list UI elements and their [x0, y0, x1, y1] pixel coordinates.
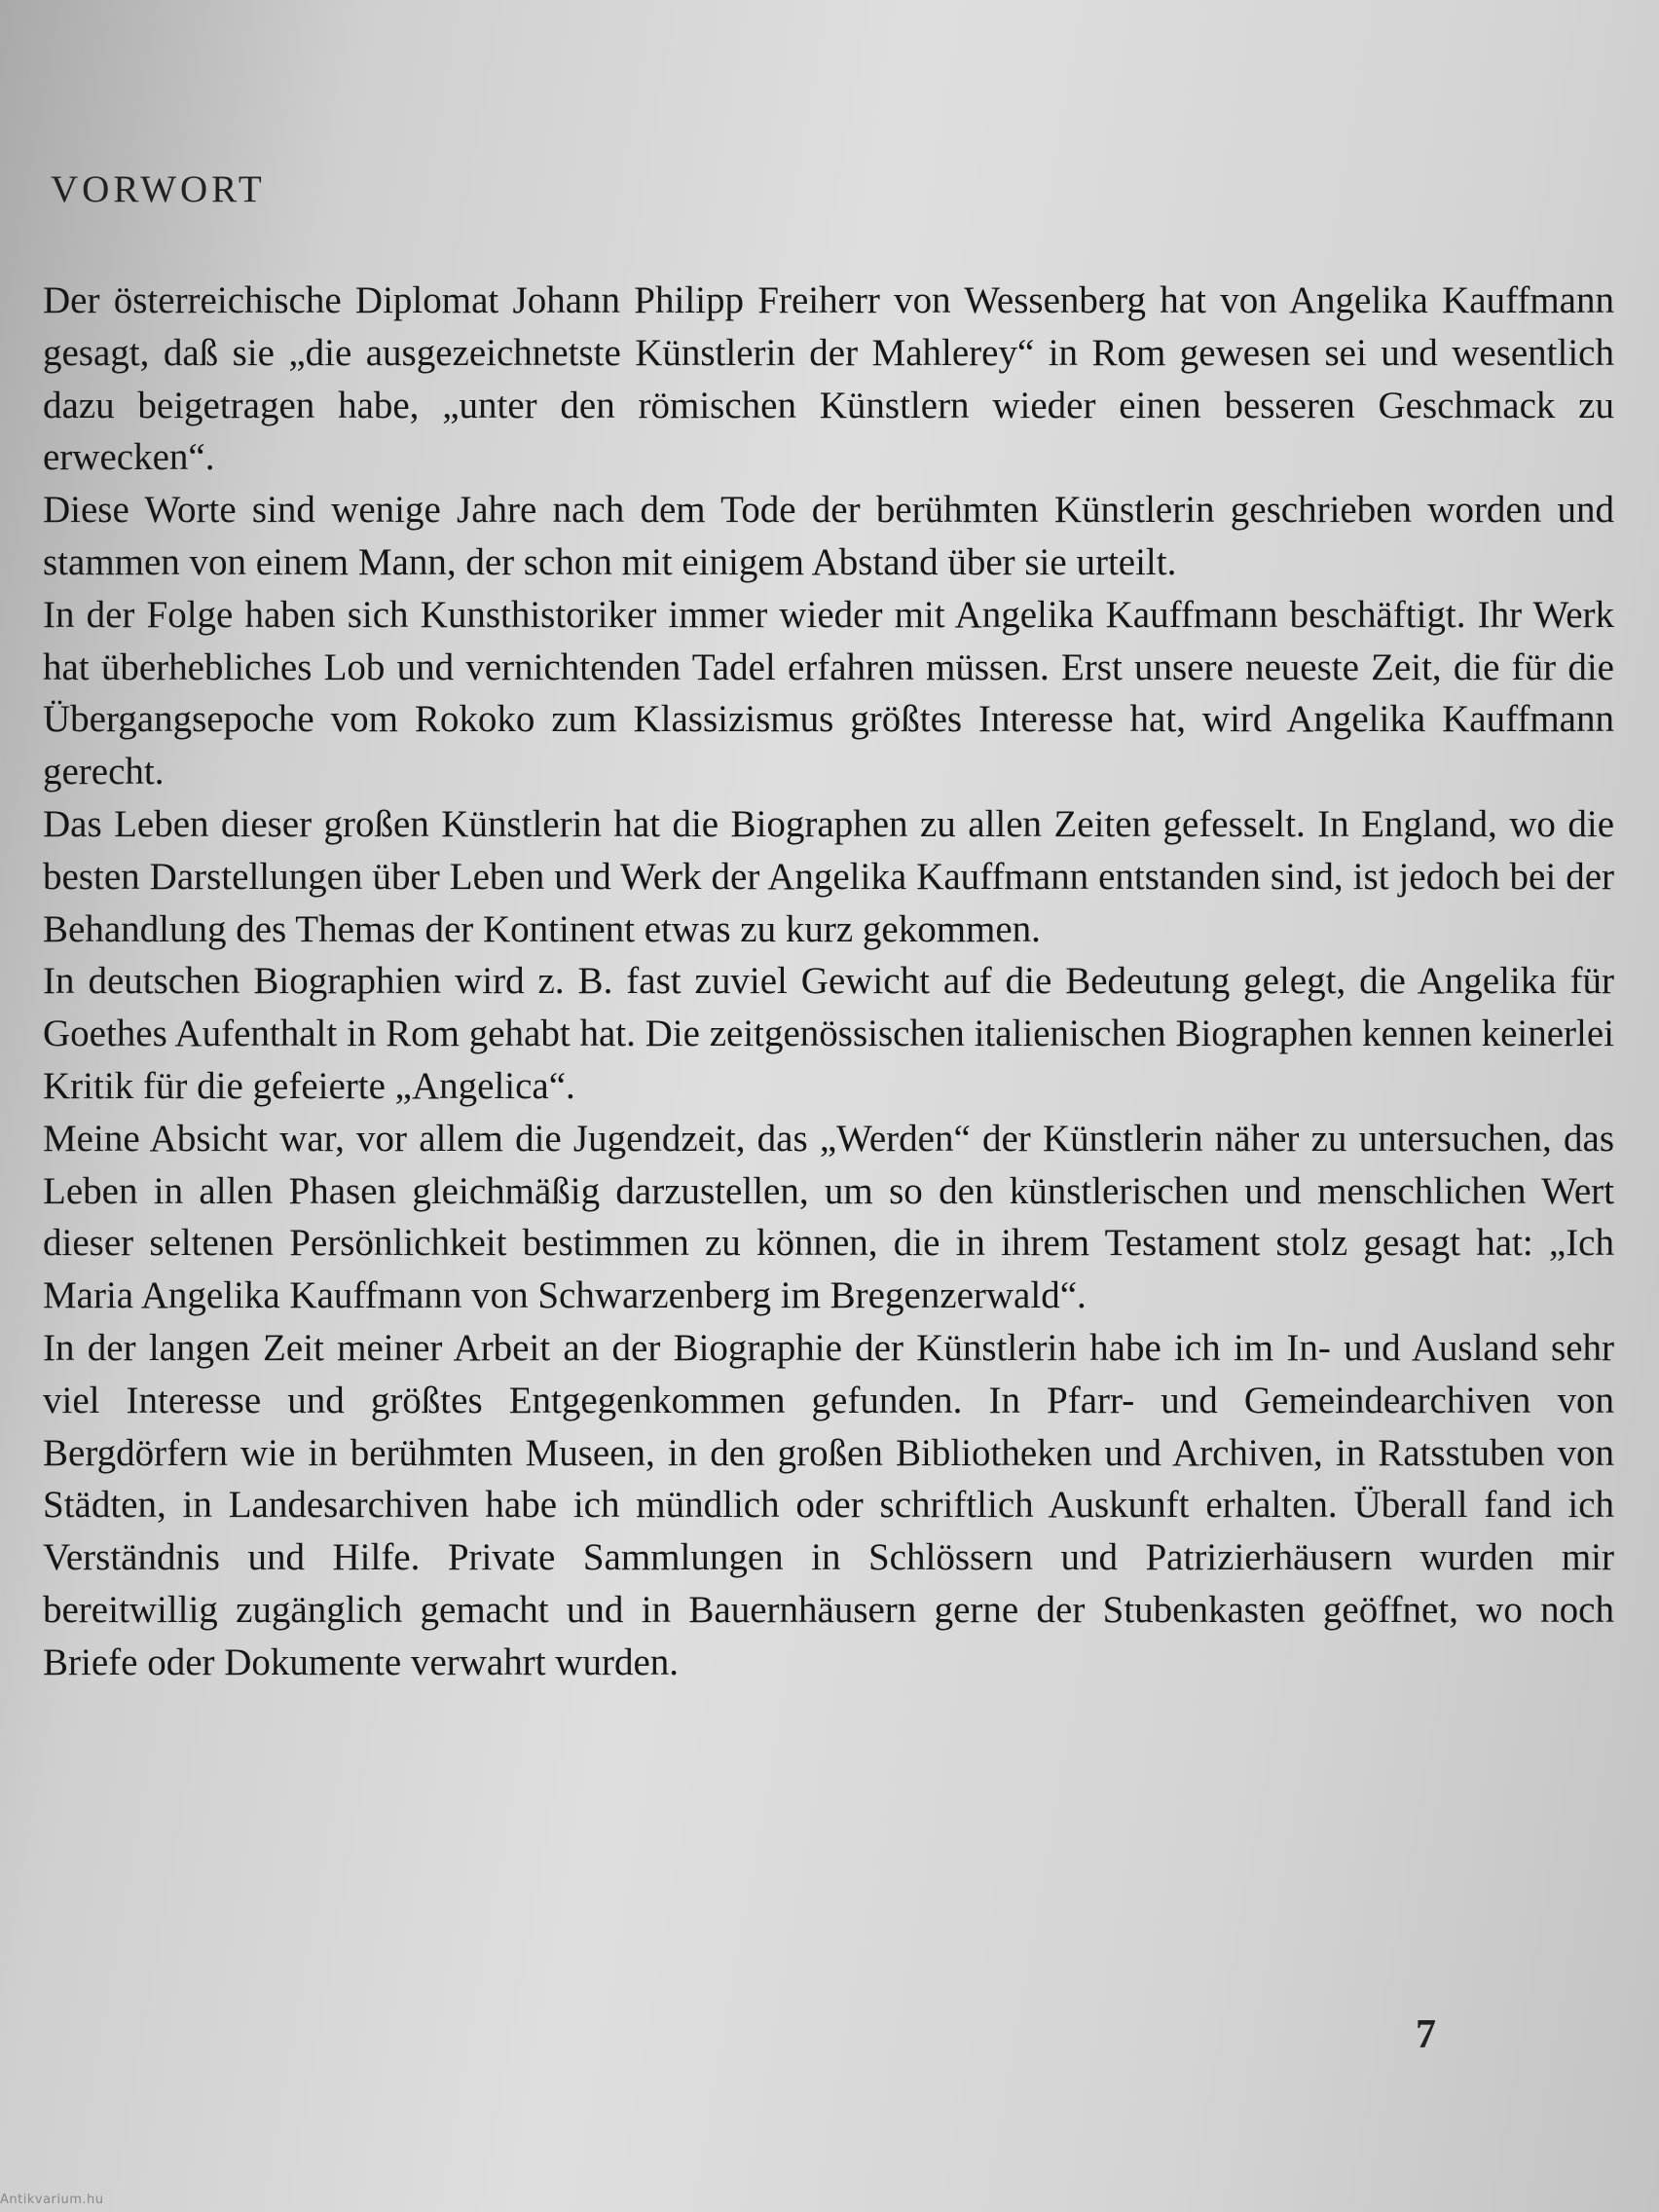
watermark-text: Antikvarium.hu	[0, 2193, 104, 2207]
paragraph: Diese Worte sind wenige Jahre nach dem Tode der berühmten Künstlerin geschrieben worden und stammen von einem Mann, der schon mit einigem Abstand über sie urteilt.	[43, 489, 1614, 583]
section-heading: VORWORT	[51, 168, 266, 210]
page-number: 7	[1416, 2012, 1436, 2057]
paragraph: In deutschen Biographien wird z. B. fast zuviel Gewicht auf die Bedeutung gelegt, die Angelika für Goethes Aufenthalt in Rom gehabt hat. Die zeitgenössischen italienischen Biographen kennen keinerlei Kritik für die gefeierte „Angelica“.	[43, 960, 1614, 1107]
paragraph: Das Leben dieser großen Künstlerin hat die Biographen zu allen Zeiten gefesselt. In England, wo die besten Darstellungen über Leben und Werk der Angelika Kauffmann entstanden sind, ist jedoch bei der Behandlung des Themas der Kontinent etwas zu kurz gekommen.	[43, 802, 1614, 950]
paragraph: Der österreichische Diplomat Johann Philipp Freiherr von Wessenberg hat von Angelika Kauffmann gesagt, daß sie „die ausgezeichnetste Künstlerin der Mahlerey“ in Rom gewesen sei und wesentlich dazu beigetragen habe, „unter den römischen Künstlern wieder einen besseren Geschmack zu erwecken“.	[43, 279, 1614, 479]
paragraph: Meine Absicht war, vor allem die Jugendzeit, das „Werden“ der Künstlerin näher zu untersuchen, das Leben in allen Phasen gleichmäßig darzustellen, um so den künstlerischen und menschlichen Wert dieser seltenen Persönlichkeit bestimmen zu können, die in ihrem Testament stolz gesagt hat: „Ich Maria Angelika Kauffmann von Schwarzenberg im Bregenzerwald“.	[43, 1117, 1614, 1317]
paragraph: In der langen Zeit meiner Arbeit an der Biographie der Künstlerin habe ich im In- und Ausland sehr viel Interesse und größtes Entgegenkommen gefunden. In Pfarr- und Gemeindearchiven von Bergdörfern wie in berühmten Museen, in den großen Bibliotheken und Archiven, in Ratsstuben von Städten, in Landesarchiven habe ich mündlich oder schriftlich Auskunft erhalten. Überall fand ich Verständnis und Hilfe. Private Sammlungen in Schlössern und Patrizierhäusern wurden mir bereitwillig zugänglich gemacht und in Bauernhäusern gerne der Stubenkasten geöffnet, wo noch Briefe oder Dokumente verwahrt wurden.	[43, 1326, 1614, 1683]
paragraph: In der Folge haben sich Kunsthistoriker immer wieder mit Angelika Kauffmann beschäftigt. Ihr Werk hat überhebliches Lob und vernichtenden Tadel erfahren müssen. Erst unsere neueste Zeit, die für die Übergangsepoche vom Rokoko zum Klassizismus größtes Interesse hat, wird Angelika Kauffmann gerecht.	[43, 593, 1614, 793]
body-text	[43, 275, 1614, 1689]
